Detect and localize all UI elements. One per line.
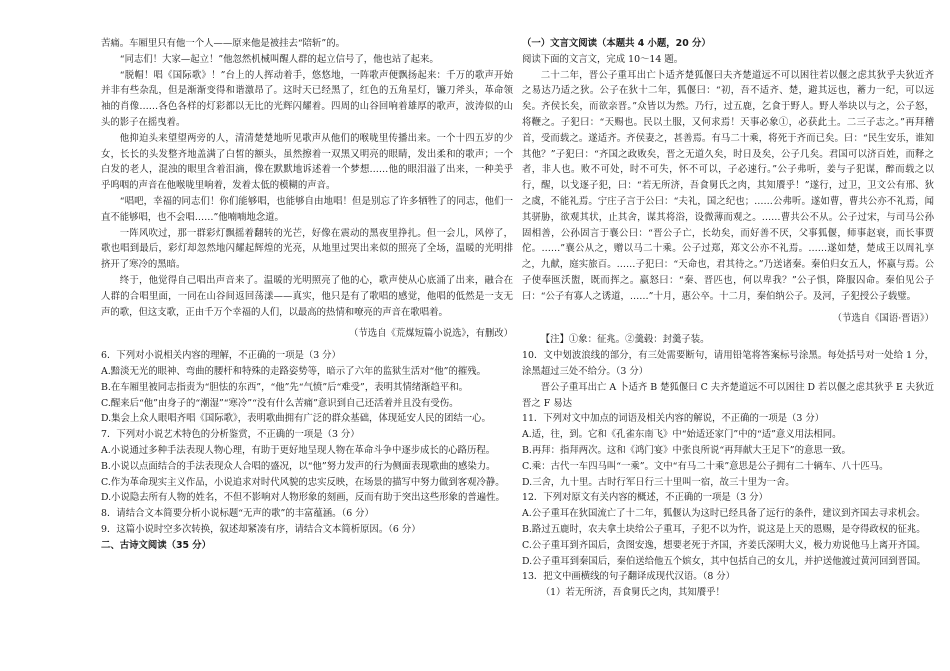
right-column	[522, 36, 934, 601]
q6-option-b: B.在车厢里被同志指责为“胆怯的东西”，“他”先“气愤”后“难受”，表明其情绪渐趋平和。	[101, 381, 468, 393]
q6-option-d: D.集会上众人眼唱齐唱《国际歌》，表明歌曲拥有广泛的群众基础，体现延安人民的团结一心。	[101, 413, 491, 425]
classical-passage: 二十二年，晋公子重耳出亡卜适齐楚狐偃曰夫齐楚道远不可以困往若以偃之虑其狄乎夫狄近齐之易达乃适之狄。公子在狄十二年，狐偃曰：“初，吾不适齐、楚，避其远也，蓄力一纪，可以远矣。齐侯长矣，而欲亲晋。”众皆以为然。乃行，过五鹿，乞食于野人。野人举块以与之，公子怒，将鞭之。子犯曰：“天赐也。民以土服，又何求焉！天事必象①，必获此土。二三子志之。”再拜稽首，受而载之。遂适齐。齐侯妻之，甚善焉。有马二十乘，将死于齐而已矣。曰：“民生安乐，谁知其他？”子犯曰：“齐国之政败矣，晋之无道久矣，时日及矣，公子几矣。君国可以济百姓，而释之者，非人也。败不可处，时不可失，怀不可以，子必速行。”公子弗听，姜与子犯谋，醉而载之以行，醒，以戈逐子犯，曰：“若无所济，吾食舅氏之肉，其知餍乎！”遂行，过卫，卫文公有邢、狄之虞，不能礼焉。宁庄子言于公曰：“夫礼，国之纪也；……公弗听。遂如曹，曹共公亦不礼焉，闻其骈胁，欲观其状，止其舍，谋其将浴，设微薄而观之。……曹共公不从。公子过宋，与司马公孙固相善，公孙固言于襄公曰：“晋公子亡，长幼矣，而好善不厌，父事狐偃，师事赵衰，而长事贾佗。……”襄公从之，赠以马二十乘。公子过郑，郑文公亦不礼焉。……遂如楚，楚成王以周礼享之，九献，庭实旅百。……子犯曰：“天命也，君其待之。”乃送诸秦。秦伯归女五人，怀嬴与焉。公子使奉匜沃盥，既而挥之。嬴怒曰：“秦、晋匹也，何以卑我？”公子惧，降服囚命。秦伯见公子曰：“公子有寡人之诱道，……”十月，惠公卒。十二月，秦伯纳公子。及河，子犯授公子载璧。	[522, 69, 934, 302]
section-title: （一）文言文阅读（本题共 4 小题，20 分）	[522, 38, 711, 49]
story-paragraph: 苦痛。车厢里只有他一个人——原来他是被挂去“陪斩”的。	[101, 38, 345, 49]
story-source: （节选自《荒煤短篇小说选》，有删改）	[348, 328, 513, 340]
left-column	[101, 36, 513, 554]
story-paragraph: “脱帽！唱《国际歌》！”台上的人挥动着手，悠悠地，一阵歌声便飘扬起来：千万的歌声开始并非有些杂乱，但是渐渐变得和谐激昂了。这时天已经黑了，红色的五角星灯，镰刀斧头，革命领袖的肖像……各色各样的灯彩都以无比的光辉闪耀着。四周的山谷回响着雄厚的歌声，波涛似的山头的影子在摇曳着。	[101, 69, 513, 128]
reading-instruction: 阅读下面的文言文，完成 10～14 题。	[522, 53, 684, 65]
q12-option-d: D.公子重耳到秦国后，秦伯送给他五个嫔女，其中包括自己的女儿，并护送他渡过黄河回到晋国。	[522, 555, 926, 567]
q11-option-a: A.适，往，到。它和《孔雀东南飞》中“始适还家门”中的“适”意义用法相同。	[522, 429, 842, 441]
q6-option-c: C.醒来后“他”由身子的“潮湿”“寒冷”“没有什么苦痛”意识到自己还活着并且没有受伤。	[101, 397, 459, 409]
question-8: 8．请结合文本简要分析小说标题“无声的歌”的丰富蕴涵。（6 分）	[101, 508, 374, 520]
q11-option-c: C.乘：古代一车四马叫“一乘”。文中“有马二十乘”意思是公子拥有二十辆车、八十匹马。	[522, 460, 889, 472]
passage-source: （节选自《国语·晋语》）	[832, 312, 934, 324]
story-paragraph: 终于，他觉得自己唱出声音来了。温暖的光明照亮了他的心，歌声使从心底涌了出来，融合在人群的合唱里面，一同在山谷间返回荡漾——真实，他只是有了歌唱的感觉，他唱的低然是一支无声的歌，但这支歌，正由千万个幸福的人们，以最高的热情和嘹亮的声音在歌唱着。	[101, 274, 513, 318]
q10-segment-text: 晋公子重耳出亡 A 卜适齐 B 楚狐偃曰 C 夫齐楚道远不可以困往 D 若以偃之虑其狄乎 E 夫狄近晋之 F 易达	[522, 381, 934, 409]
q13-sentence-1: （1）若无所济，吾食舅氏之肉，其知餍乎！	[540, 587, 725, 599]
story-paragraph: “唱吧，幸福的同志们！你们能够唱，也能够自由地唱！但是别忘了许多牺牲了的同志，他们一直不能够唱，也不会唱……”他喃喃地念道。	[101, 195, 513, 223]
q11-option-b: B.再拜：指拜两次。这和《鸿门宴》中张良所说“再拜献大王足下”的意思一致。	[522, 444, 851, 456]
q12-option-b: B.路过五鹿时，农夫拿土块给公子重耳，子犯不以为忤，说这是上天的恩赐，是夺得政权的征兆。	[522, 523, 926, 535]
question-10: 10．文中划波浪线的部分，有三处需要断句，请用铅笔将答案标号涂黑。每处括号对一处给 1 分，涂黑超过三处不给分。（3 分）	[522, 350, 934, 377]
question-7: 7．下列对小说艺术特色的分析鉴赏，不正确的一项是（3 分）	[101, 429, 360, 441]
q12-option-c: C.公子重耳到齐国后，贪图安逸，想要老死于齐国，齐姜氏深明大义，极力劝说他马上离开齐国。	[522, 539, 926, 551]
q7-option-d: D.小说隐去所有人物的姓名，不但不影响对人物形象的刻画，反而有助于突出这些形象的普遍性。	[101, 492, 505, 504]
story-paragraph: 他抑迫头来望望两旁的人，清清楚楚地听见歌声从他们的喉咙里传播出来。一个十四五岁的少女，长长的头发整齐地盖满了白皙的额头，虽然擦着一双黑又明亮的眼睛，发出柔和的歌声；一个白发的老人，混浊的眼里含着泪滴，像在默默地诉述着一个梦想……他的眼泪溢了出来，一种美乎乎呜咽的声音在他喉咙里响着，发着太低的模糊的声音。	[101, 132, 513, 192]
question-11: 11．下列对文中加点的词语及相关内容的解说，不正确的一项是（3 分）	[522, 413, 825, 425]
q7-option-c: C.作为革命现实主义作品，小说追求对时代风貌的忠实反映，在场景的描写中努力做到客观冷静。	[101, 476, 505, 488]
question-13: 13．把文中画横线的句子翻译成现代汉语。（8 分）	[522, 571, 736, 583]
q11-option-d: D.三舍，九十里。古时行军日行三十里叫一宿，故三十里为一舍。	[522, 476, 795, 488]
question-12: 12．下列对原文有关内容的概述，不正确的一项是（3 分）	[522, 492, 768, 504]
passage-note: 【注】①象：征兆。②羹毂：封羹子装。	[540, 334, 710, 346]
question-6: 6．下列对小说相关内容的理解，不正确的一项是（3 分）	[101, 350, 341, 362]
q6-option-a: A.黯淡无光的眼神、弯曲的腰杆和特殊的走路姿势等，暗示了六年的监狱生活对“他”的摧残。	[101, 365, 486, 377]
story-paragraph: “同志们！大家—起立！”他忽然机械叫醒人群的起立信号了，他也站了起来。	[119, 53, 439, 65]
question-9: 9．这篇小说时空多次转换，叙述却紧凑有序，请结合文本简析原因。（6 分）	[101, 523, 421, 535]
section-2-title: 二、古诗文阅读（35 分）	[101, 539, 212, 551]
q12-option-a: A.公子重耳在狄国流亡了十二年，狐偃认为这时已经具备了远行的条件，建议到齐国去寻求机会。	[522, 508, 926, 520]
q7-option-a: A.小说通过多种手法表现人物心理，有助于更好地呈现人物在革命斗争中逐步成长的心路历程。	[101, 444, 496, 456]
q7-option-b: B.小说以点面结合的手法表现众人合唱的盛况，以“他”努力发声的行为侧面表现歌曲的感染力。	[101, 460, 496, 472]
story-paragraph: 一阵风吹过，那一群彩灯飘摇着翻转的光芒，好像在震动的黑夜里挣扎。但一会儿，风停了，歌也唱到最后，彩灯却忽然地闪耀起辉煌的光亮，从地里过哭出来似的照亮了全场，温暖的光明排挤开了寒冷的黑暗。	[101, 227, 513, 271]
